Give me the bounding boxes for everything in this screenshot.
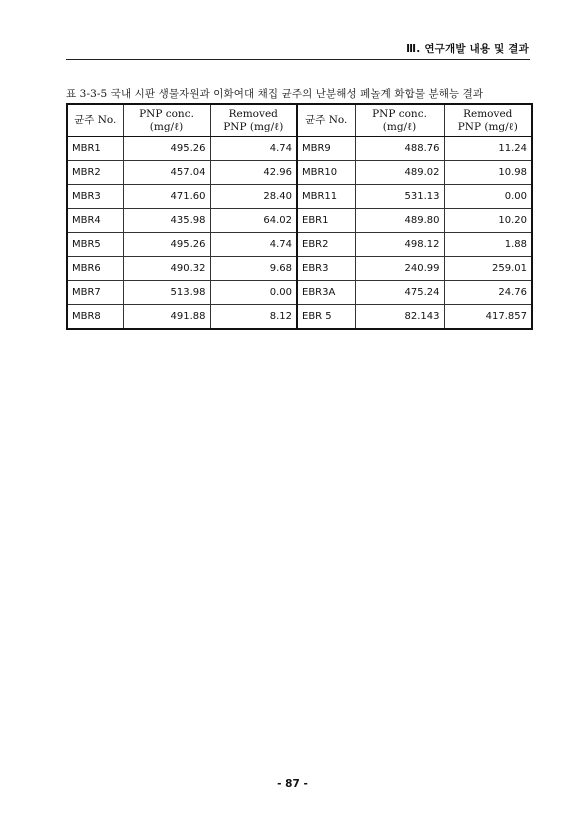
strain-id-cell: MBR9 [297,137,355,161]
table-row [67,281,532,305]
removed-pnp-cell: 4.74 [210,137,297,161]
table-caption: 표 3-3-5 국내 시판 생물자원과 이화여대 채집 균주의 난분해성 페놀계 화합물 분해능 결과 [66,88,484,100]
column-header-pnp-conc: PNP conc. (mg/ℓ) [123,104,210,137]
table-row [67,305,532,330]
strain-id-cell: EBR2 [297,233,355,257]
pnp-conc-cell: 531.13 [355,185,444,209]
column-header-pnp-conc-2: PNP conc. (mg/ℓ) [355,104,444,137]
pnp-conc-cell: 498.12 [355,233,444,257]
table-row [67,137,532,161]
header-rule [66,59,530,60]
strain-id-cell: MBR10 [297,161,355,185]
removed-pnp-cell: 28.40 [210,185,297,209]
strain-id-cell: EBR3A [297,281,355,305]
pnp-conc-cell: 475.24 [355,281,444,305]
strain-id-cell: MBR2 [67,161,123,185]
removed-pnp-cell: 24.76 [444,281,532,305]
strain-id-cell: MBR3 [67,185,123,209]
removed-pnp-cell: 1.88 [444,233,532,257]
pnp-conc-cell: 471.60 [123,185,210,209]
pnp-conc-cell: 457.04 [123,161,210,185]
column-header-removed-pnp: Removed PNP (mg/ℓ) [210,104,297,137]
pnp-conc-cell: 435.98 [123,209,210,233]
removed-pnp-cell: 259.01 [444,257,532,281]
strain-id-cell: MBR8 [67,305,123,330]
page-number: - 87 - [277,778,308,790]
column-header-removed-pnp-2: Removed PNP (mg/ℓ) [444,104,532,137]
pnp-conc-cell: 513.98 [123,281,210,305]
pnp-conc-cell: 490.32 [123,257,210,281]
strain-id-cell: MBR5 [67,233,123,257]
pnp-conc-cell: 82.143 [355,305,444,330]
table-row [67,161,532,185]
running-header: Ⅲ. 연구개발 내용 및 결과 [406,43,529,55]
pnp-conc-cell: 495.26 [123,137,210,161]
removed-pnp-cell: 11.24 [444,137,532,161]
column-header-strain-no: 균주 No. [67,104,123,137]
strain-id-cell: EBR1 [297,209,355,233]
column-header-strain-no-2: 균주 No. [297,104,355,137]
table-row [67,185,532,209]
table-header-row [67,104,532,137]
strain-id-cell: MBR6 [67,257,123,281]
removed-pnp-cell: 4.74 [210,233,297,257]
removed-pnp-cell: 10.20 [444,209,532,233]
strain-id-cell: MBR11 [297,185,355,209]
table-row [67,209,532,233]
pnp-conc-cell: 491.88 [123,305,210,330]
removed-pnp-cell: 8.12 [210,305,297,330]
pnp-conc-cell: 240.99 [355,257,444,281]
pnp-degradation-table [66,103,533,330]
removed-pnp-cell: 64.02 [210,209,297,233]
strain-id-cell: MBR4 [67,209,123,233]
removed-pnp-cell: 417.857 [444,305,532,330]
strain-id-cell: MBR7 [67,281,123,305]
strain-id-cell: MBR1 [67,137,123,161]
removed-pnp-cell: 0.00 [210,281,297,305]
pnp-conc-cell: 488.76 [355,137,444,161]
strain-id-cell: EBR3 [297,257,355,281]
removed-pnp-cell: 9.68 [210,257,297,281]
pnp-conc-cell: 489.80 [355,209,444,233]
table-row [67,233,532,257]
removed-pnp-cell: 42.96 [210,161,297,185]
pnp-conc-cell: 495.26 [123,233,210,257]
removed-pnp-cell: 0.00 [444,185,532,209]
pnp-conc-cell: 489.02 [355,161,444,185]
table-row [67,257,532,281]
removed-pnp-cell: 10.98 [444,161,532,185]
strain-id-cell: EBR 5 [297,305,355,330]
